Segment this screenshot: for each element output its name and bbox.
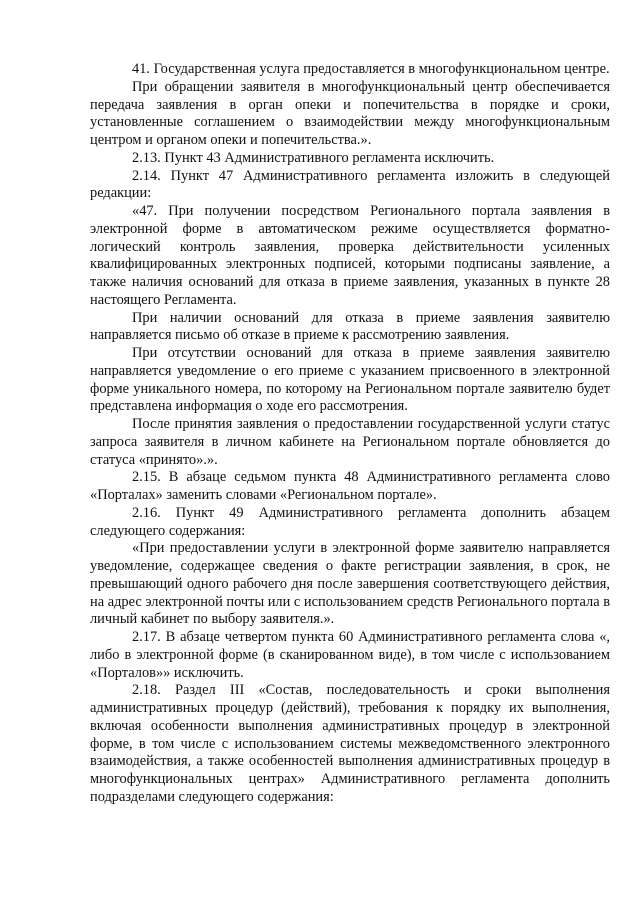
paragraph-13: 2.18. Раздел III «Состав, последовательность и сроки выполнения административных процедур (действий), требования к порядку их выполнения, включая особенности выполнения административных процедур в электронной форме, в том числе с использованием системы межведомственного электронного взаимодействия, а также особенностей выполнения административных процедур в многофункциональных центрах» Административного регламента дополнить подразделами следующего содержания: [90, 682, 610, 805]
paragraph-11: «При предоставлении услуги в электронной форме заявителю направляется уведомление, содержащее сведения о факте регистрации заявления, в срок, не превышающий одного рабочего дня после завершения соответствующего действия, на адрес электронной почты или с использованием средств Регионального портала в личный кабинет по выбору заявителя.». [90, 540, 610, 628]
paragraph-3: 2.13. Пункт 43 Административного регламента исключить. [132, 149, 495, 166]
paragraph-1: 41. Государственная услуга предоставляется в многофункциональном центре. [132, 61, 610, 77]
paragraph-2: При обращении заявителя в многофункциональный центр обеспечивается передача заявления в орган опеки и попечительства в порядке и сроки, установленные соглашением о взаимодействии между многофункциональным центром и органом опеки и попечительства.». [90, 78, 610, 148]
paragraph-5: «47. При получении посредством Регионального портала заявления в электронной форме в автоматическом режиме осуществляется форматно-логический контроль заявления, проверка действительности усиленных квалифицированных электронных подписей, которыми подписаны заявление, а также наличия оснований для отказа в приеме заявления, указанных в пункте 28 настоящего Регламента. [90, 203, 610, 308]
paragraph-6: При наличии оснований для отказа в приеме заявления заявителю направляется письмо об отказе в приеме к рассмотрению заявления. [90, 309, 610, 344]
paragraph-8: После принятия заявления о предоставлении государственной услуги статус запроса заявителя в личном кабинете на Региональном портале обновляется до статуса «принято».». [90, 416, 610, 468]
paragraph-7: При отсутствии оснований для отказа в приеме заявления заявителю направляется уведомление о его приеме с указанием присвоенного в электронной форме уникального номера, по которому на Региональном портале заявителю будет представлена информация о ходе его рассмотрения. [90, 345, 610, 415]
paragraph-4: 2.14. Пункт 47 Административного регламента изложить в следующей редакции: [90, 167, 610, 202]
paragraph-10: 2.16. Пункт 49 Административного регламента дополнить абзацем следующего содержания: [90, 504, 610, 539]
paragraph-9: 2.15. В абзаце седьмом пункта 48 Административного регламента слово «Порталах» заменить словами «Региональном портале». [90, 469, 610, 503]
paragraph-12: 2.17. В абзаце четвертом пункта 60 Административного регламента слова «, либо в электронной форме (в сканированном виде), в том числе с использованием «Порталов»» исключить. [90, 629, 610, 681]
